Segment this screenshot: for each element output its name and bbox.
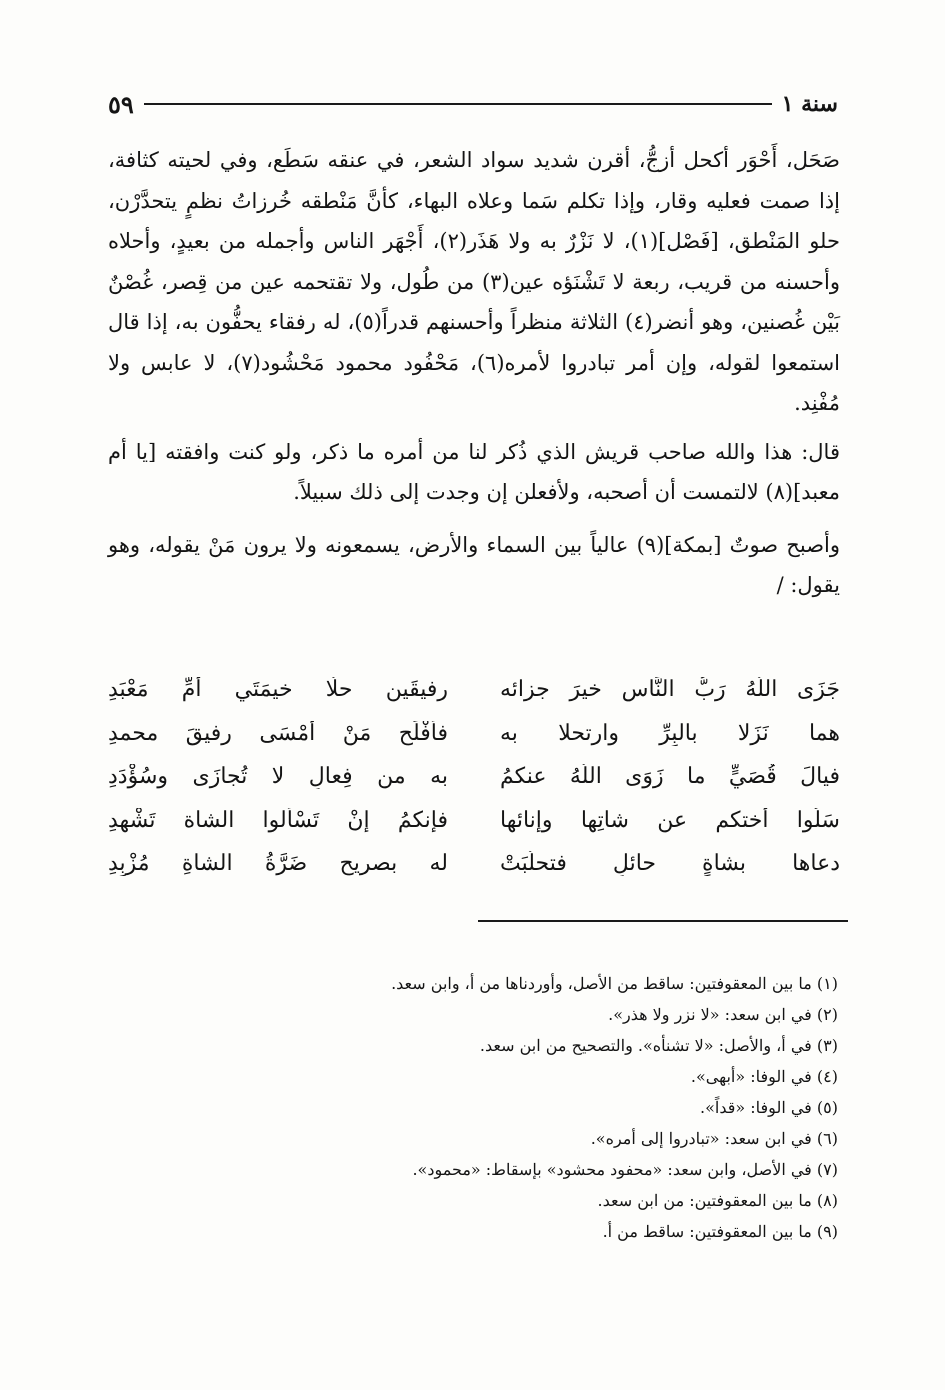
paragraph: صَحَل، أَحْوَر أكحل أزجُّ، أقرن شديد سواد الشعر، في عنقه سَطَع، وفي لحيته كثافة، إذا صمت فعليه وقار، وإذا تكلم سَما وعلاه البهاء، كأنَّ مَنْطقه خُرزاتُ نظمٍ يتحدَّرْن، حلو المَنْطق، [فَصْل](١)، لا نَزْرٌ به ولا هَذَر(٢)، أَجْهَر الناس وأجمله من بعيدٍ، وأحلاه وأحسنه من قريب، ربعة لا تَشْنَؤه عين(٣) من طُول، ولا تقتحمه عين من قِصر، غُصْنٌ بَيْن غُصنين، وهو أنضر(٤) الثلاثة منظراً وأحسنهم قدراً(٥)، له رفقاء يحفُّون به، إذا قال استمعوا لقوله، وإن أمر تبادروا لأمره(٦)، مَحْفُود محمود مَحْشُود(٧)، لا عابس ولا مُفْنِد. xyxy=(108,148,841,415)
verse-first-hemistich: سَلُوا أختكم عن شاتِها وإنائها xyxy=(500,807,840,833)
verse xyxy=(108,799,840,843)
verse-first-hemistich: جَزَى اللّهُ رَبُّ النَّاس خيرَ جزائه xyxy=(500,677,840,703)
verse-first-hemistich: هما نَزَلا بالبِرِّ وارتحلا به xyxy=(500,720,840,746)
paragraph: وأصبح صوتٌ [بمكة](٩) عالياً بين السماء والأرض، يسمعونه ولا يرون مَنْ يقوله، وهو يقول: / xyxy=(108,532,841,597)
footnote: (٢) في ابن سعد: «لا نزر ولا هذر». xyxy=(608,1005,838,1024)
running-head-year: سنة ١ xyxy=(781,91,838,117)
footnote: (٩) ما بين المعقوفتين: ساقط من أ. xyxy=(602,1222,838,1241)
verse xyxy=(108,712,840,756)
verse xyxy=(108,842,840,886)
verse-second-hemistich: رفيقَين حلَّا خيمَتَي أُمِّ مَعْبَدِ xyxy=(108,677,448,703)
verse-second-hemistich: له بصريح ضَرَّةُ الشاةِ مُزْبِدِ xyxy=(108,851,448,877)
paragraph: قال: هذا والله صاحب قريش الذي ذُكر لنا من أمره ما ذكر، ولو كنت وافقته [يا أم معبد](٨) لالتمست أن أصحبه، ولأفعلن إن وجدت إلى ذلك سبيلاً. xyxy=(108,439,840,504)
main-text xyxy=(108,140,840,606)
page-header xyxy=(108,84,838,124)
footnote: (٦) في ابن سعد: «تبادروا إلى أمره». xyxy=(590,1129,838,1148)
verse-second-hemistich: فإنكمُ إنْ تَسْألوا الشاة تَشْهدِ xyxy=(108,807,448,833)
verse-first-hemistich: دعاها بشاةٍ حائلٍ فتحلَّبَتْ xyxy=(500,851,840,877)
verse-first-hemistich: فيالَ قُصَيٍّ ما زَوَى اللّهُ عنكمُ xyxy=(500,764,840,790)
footnote: (٤) في الوفا: «أبهى». xyxy=(690,1067,838,1086)
page-number: ٥٩ xyxy=(108,89,134,119)
verse xyxy=(108,755,840,799)
footnote: (٥) في الوفا: «قداً». xyxy=(700,1098,838,1117)
header-rule xyxy=(144,103,772,105)
footnote: (٣) في أ، والأصل: «لا تشنأه». والتصحيح من ابن سعد. xyxy=(479,1036,838,1055)
footnote: (٨) ما بين المعقوفتين: من ابن سعد. xyxy=(597,1191,838,1210)
footnote: (١) ما بين المعقوفتين: ساقط من الأصل، وأوردناها من أ، وابن سعد. xyxy=(391,974,838,993)
footnotes xyxy=(108,968,838,1247)
poem xyxy=(108,668,840,886)
verse-second-hemistich: فأفْلَح مَنْ أمْسَى رفيقَ محمدِ xyxy=(108,720,448,746)
footnote-separator xyxy=(478,920,848,922)
verse xyxy=(108,668,840,712)
verse-second-hemistich: به من فِعالٍ لا تُجازَى وسُؤْدَدِ xyxy=(108,764,448,790)
footnote: (٧) في الأصل، وابن سعد: «محفود محشود» بإسقاط: «محمود». xyxy=(412,1160,838,1179)
